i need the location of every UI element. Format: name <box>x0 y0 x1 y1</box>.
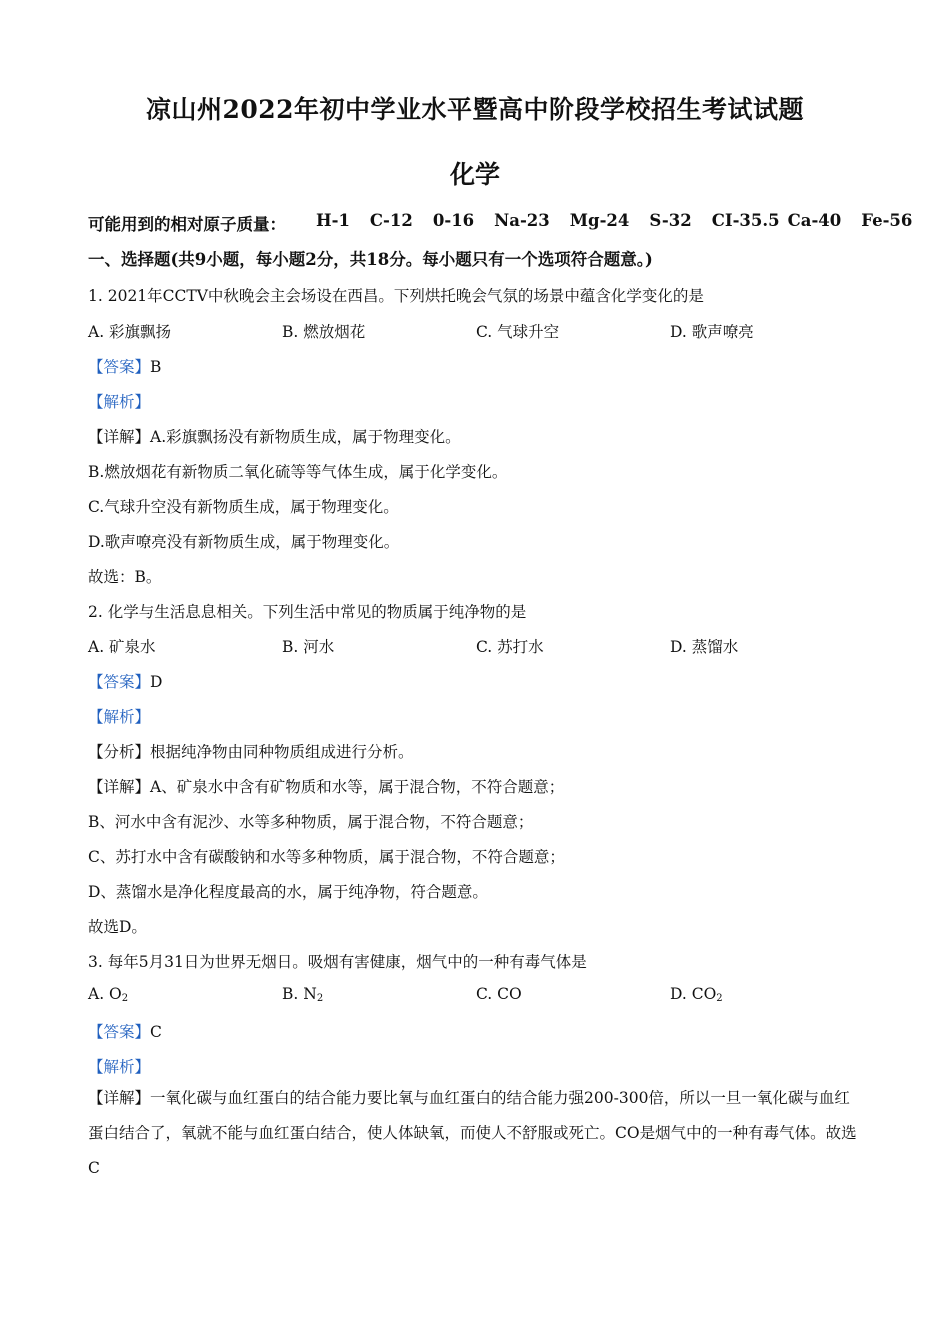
detail-text: A.彩旗飘扬没有新物质生成，属于物理变化。 <box>150 428 461 446</box>
q1-conclusion: 故选：B。 <box>88 568 162 586</box>
q1-option-a: A. 彩旗飘扬 <box>88 323 172 341</box>
detail-text: 一氧化碳与血红蛋白的结合能力要比氧与血红蛋白的结合能力强200-300倍，所以一旦一氧化碳与血红蛋白结合了，氧就不能与血红蛋白结合，使人体缺氧，而使人不舒服或死亡。CO是烟气中的一种有毒气体。故选C <box>88 1089 857 1177</box>
q2-conclusion: 故选D。 <box>88 918 147 936</box>
q2-option-b: B. 河水 <box>282 638 335 656</box>
mass-item: Ca-40 <box>787 211 842 230</box>
q1-detail-line: D.歌声嘹亮没有新物质生成，属于物理变化。 <box>88 533 400 551</box>
mass-item: 0-16 <box>432 211 475 230</box>
answer-tag: 【答案】 <box>88 358 151 376</box>
exam-title: 凉山州2022年初中学业水平暨高中阶段学校招生考试试题 <box>145 95 805 124</box>
q3-detail-paragraph <box>88 1081 864 1186</box>
mass-item: S-32 <box>649 211 692 230</box>
option-text: D. CO <box>670 985 717 1003</box>
q2-detail-line: D、蒸馏水是净化程度最高的水，属于纯净物，符合题意。 <box>88 883 488 901</box>
fenxi-text: 根据纯净物由同种物质组成进行分析。 <box>150 743 414 761</box>
q1-option-d: D. 歌声嘹亮 <box>670 323 754 341</box>
detail-text: A、矿泉水中含有矿物质和水等，属于混合物，不符合题意； <box>150 778 565 796</box>
question-1-stem: 1. 2021年CCTV中秋晚会主会场设在西昌。下列烘托晚会气氛的场景中蕴含化学变化的是 <box>88 287 704 305</box>
mass-item: Na-23 <box>494 211 550 230</box>
q1-detail-line: B.燃放烟花有新物质二氧化硫等等气体生成，属于化学变化。 <box>88 463 508 481</box>
question-3-stem: 3. 每年5月31日为世界无烟日。吸烟有害健康，烟气中的一种有毒气体是 <box>88 953 587 971</box>
q2-option-d: D. 蒸馏水 <box>670 638 739 656</box>
mass-item: C-12 <box>369 211 413 230</box>
option-text: A. O <box>88 985 122 1003</box>
q3-option-c <box>476 985 522 1004</box>
fenxi-tag: 【分析】 <box>88 743 151 761</box>
detail-tag: 【详解】 <box>88 1089 151 1107</box>
answer-tag: 【答案】 <box>88 673 151 691</box>
answer-tag: 【答案】 <box>88 1023 151 1041</box>
q2-analysis-tag: 【解析】 <box>88 708 151 726</box>
q3-answer <box>88 1020 162 1042</box>
mass-item: H-1 <box>316 211 350 230</box>
q1-detail-line <box>88 425 461 447</box>
subscript: 2 <box>121 993 129 1004</box>
subject-title: 化学 <box>449 160 500 189</box>
atomic-masses <box>88 211 912 235</box>
mass-item: Fe-56 <box>861 211 913 230</box>
q3-option-d <box>670 985 723 1004</box>
q3-option-a <box>88 985 128 1004</box>
q1-option-c: C. 气球升空 <box>476 323 560 341</box>
option-text: B. N <box>282 985 317 1003</box>
q2-detail-line <box>88 775 564 797</box>
q1-option-b: B. 燃放烟花 <box>282 323 366 341</box>
option-text: C. CO <box>476 985 522 1003</box>
atomic-masses-label: 可能用到的相对原子质量： <box>88 215 286 234</box>
q2-fenxi-line <box>88 740 414 762</box>
q1-detail-line: C.气球升空没有新物质生成，属于物理变化。 <box>88 498 399 516</box>
q2-answer <box>88 670 162 692</box>
q1-analysis-tag: 【解析】 <box>88 393 151 411</box>
section-heading: 一、选择题(共9小题，每小题2分，共18分。每小题只有一个选项符合题意。) <box>88 250 653 269</box>
detail-tag: 【详解】 <box>88 428 151 446</box>
answer-value: C <box>150 1023 162 1041</box>
mass-item: Mg-24 <box>569 211 630 230</box>
q2-detail-line: B、河水中含有泥沙、水等多种物质，属于混合物，不符合题意； <box>88 813 534 831</box>
question-2-stem: 2. 化学与生活息息相关。下列生活中常见的物质属于纯净物的是 <box>88 603 527 621</box>
subscript: 2 <box>316 993 324 1004</box>
q2-detail-line: C、苏打水中含有碳酸钠和水等多种物质，属于混合物，不符合题意； <box>88 848 565 866</box>
mass-item: CI-35.5 <box>711 211 780 230</box>
subscript: 2 <box>716 993 723 1004</box>
q2-option-a: A. 矿泉水 <box>88 638 156 656</box>
answer-value: B <box>150 358 162 376</box>
q3-option-b <box>282 985 323 1004</box>
answer-value: D <box>150 673 163 691</box>
detail-tag: 【详解】 <box>88 778 151 796</box>
q2-option-c: C. 苏打水 <box>476 638 544 656</box>
q1-answer <box>88 355 161 377</box>
q3-analysis-tag: 【解析】 <box>88 1058 151 1076</box>
